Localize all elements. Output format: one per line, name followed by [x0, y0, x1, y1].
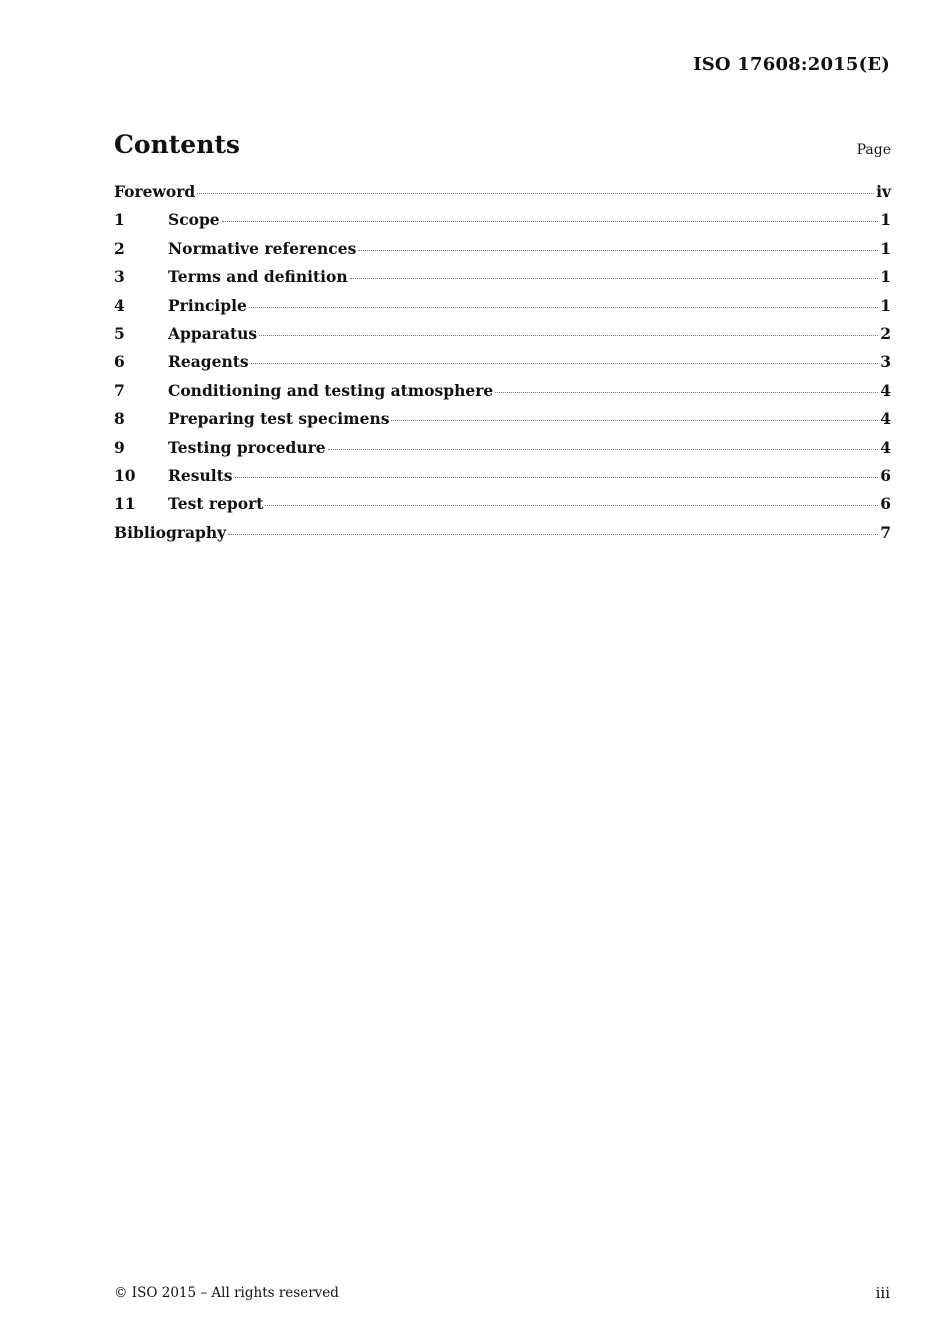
toc-entry-page: 1	[880, 267, 891, 287]
document-id: ISO 17608:2015(E)	[693, 54, 890, 75]
toc-page-column-label: Page	[856, 142, 891, 158]
toc-entry-page: 4	[880, 380, 891, 400]
toc-dot-leader	[222, 221, 879, 222]
toc-entry-title: Reagents	[168, 352, 249, 372]
toc-entry-number: 3	[114, 267, 125, 287]
toc-entry-conditioning-and-testing-atmosphere[interactable]	[114, 381, 891, 409]
toc-entry-page: 6	[880, 494, 891, 514]
toc-entry-number: 7	[114, 380, 125, 400]
toc-entry-title: Testing procedure	[168, 437, 326, 457]
toc-entry-normative-references[interactable]	[114, 239, 891, 267]
toc-entry-number: 4	[114, 295, 125, 315]
toc-entry-testing-procedure[interactable]	[114, 438, 891, 466]
toc-entry-page: iv	[876, 182, 891, 201]
toc-header	[114, 130, 891, 166]
toc-entry-number: 1	[114, 210, 125, 230]
toc-entry-number: 9	[114, 437, 125, 457]
toc-dot-leader	[495, 392, 878, 393]
toc-dot-leader	[350, 278, 879, 279]
toc-dot-leader	[235, 477, 879, 478]
toc-entry-bibliography[interactable]	[114, 523, 891, 551]
toc-entry-title: Scope	[168, 210, 220, 230]
toc-entry-reagents[interactable]	[114, 352, 891, 380]
toc-entry-page: 1	[880, 238, 891, 258]
toc-entry-page: 4	[880, 437, 891, 457]
toc-dot-leader	[228, 534, 878, 535]
toc-dot-leader	[259, 335, 878, 336]
toc-entry-test-report[interactable]	[114, 494, 891, 522]
toc-entry-terms-and-definition[interactable]	[114, 267, 891, 295]
toc-dot-leader	[391, 420, 878, 421]
toc-entry-number: 8	[114, 409, 125, 429]
toc-entry-page: 4	[880, 409, 891, 429]
toc-entry-number: 6	[114, 352, 125, 372]
toc-entry-page: 1	[880, 210, 891, 230]
toc-entry-title: Normative references	[168, 238, 357, 258]
toc-dot-leader	[328, 449, 879, 450]
table-of-contents	[114, 182, 891, 551]
toc-entry-title: Test report	[168, 494, 264, 514]
toc-entry-title: Bibliography	[114, 522, 227, 542]
toc-entry-number: 2	[114, 238, 125, 258]
toc-dot-leader	[249, 307, 878, 308]
toc-entry-title: Preparing test specimens	[168, 409, 390, 429]
footer-page-number: iii	[875, 1284, 890, 1302]
toc-entry-page: 1	[880, 295, 891, 315]
footer-copyright: © ISO 2015 – All rights reserved	[114, 1285, 339, 1301]
toc-entry-foreword[interactable]	[114, 182, 891, 210]
toc-entry-page: 7	[880, 522, 891, 542]
toc-entry-apparatus[interactable]	[114, 324, 891, 352]
toc-entry-title: Conditioning and testing atmosphere	[168, 380, 494, 400]
toc-entry-page: 3	[880, 352, 891, 372]
toc-entry-title: Results	[168, 465, 233, 485]
toc-dot-leader	[358, 250, 878, 251]
toc-entry-page: 2	[880, 323, 891, 343]
toc-entry-title: Foreword	[114, 182, 196, 201]
toc-entry-principle[interactable]	[114, 296, 891, 324]
toc-entry-number: 11	[114, 494, 136, 514]
toc-entry-title: Apparatus	[168, 323, 258, 343]
toc-entry-number: 5	[114, 323, 125, 343]
toc-entry-preparing-test-specimens[interactable]	[114, 409, 891, 437]
toc-entry-title: Principle	[168, 295, 247, 315]
toc-dot-leader	[251, 363, 879, 364]
toc-entry-results[interactable]	[114, 466, 891, 494]
toc-entry-title: Terms and definition	[168, 267, 348, 287]
toc-entry-page: 6	[880, 465, 891, 485]
toc-dot-leader	[265, 505, 878, 506]
toc-entry-scope[interactable]	[114, 210, 891, 238]
page-title: Contents	[114, 130, 241, 159]
toc-entry-number: 10	[114, 465, 136, 485]
toc-dot-leader	[197, 193, 874, 194]
